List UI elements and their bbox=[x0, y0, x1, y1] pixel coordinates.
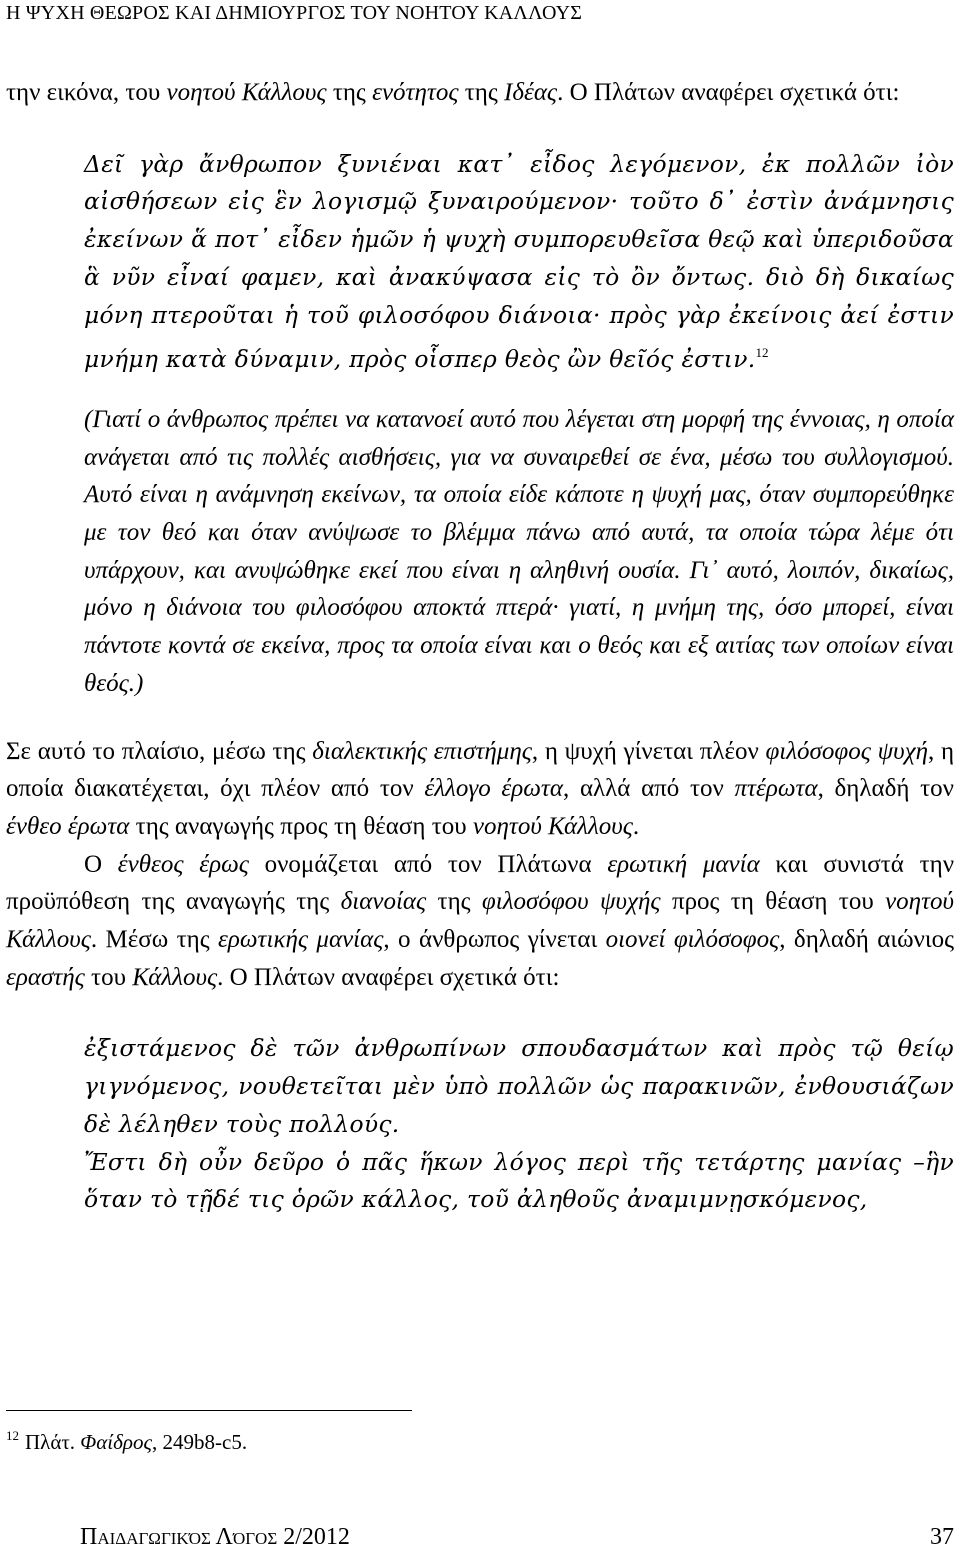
text-run: . Μέσω της bbox=[90, 926, 219, 954]
text-run: , η οποία διακατέχεται, όχι πλέον από τον bbox=[6, 737, 955, 803]
text-run: . Ο Πλάτων αναφέρει σχετικά ότι: bbox=[217, 963, 560, 991]
footnote-number: 12 bbox=[6, 1428, 19, 1443]
paragraph-erotic-mania bbox=[6, 846, 954, 997]
main-text bbox=[6, 74, 954, 1219]
emphasis: εραστής bbox=[6, 963, 85, 991]
footnote-reference[interactable]: 12 bbox=[755, 345, 769, 361]
text-run: , δηλαδή αιώνιος bbox=[779, 926, 954, 954]
greek-text: ἐξιστάμενος δὲ τῶν ἀνθρωπίνων σπουδασμάτων καὶ πρὸς τῷ θείῳ γιγνόμενος, νουθετεῖται μὲν ὑπὸ πολλῶν ὡς παρακινῶν, ἐνθουσιάζων δὲ λέληθεν τοὺς πολλούς. bbox=[84, 1034, 954, 1138]
emphasis: ένθεο έρωτα bbox=[6, 812, 130, 840]
emphasis: νοητού Κάλλους bbox=[6, 888, 954, 954]
text-run: , 249b8-c5. bbox=[152, 1430, 248, 1454]
greek-quote-line-a bbox=[84, 1030, 954, 1143]
text-run: , δηλαδή τον bbox=[817, 775, 954, 803]
text-run: , ο άνθρωπος γίνεται bbox=[383, 926, 606, 954]
emphasis: πτέρωτα bbox=[734, 775, 818, 803]
footnote-12 bbox=[6, 1428, 247, 1455]
emphasis: έλλογο έρωτα bbox=[424, 775, 563, 803]
greek-quote-line-b bbox=[84, 1144, 954, 1219]
text-run: Πλάτ. bbox=[25, 1430, 81, 1454]
block-quote-phaedrus-1 bbox=[6, 146, 954, 703]
footnote-divider bbox=[6, 1410, 412, 1411]
running-header: Η ΨΥΧΗ ΘΕΩΡΟΣ ΚΑΙ ΔΗΜΙΟΥΡΓΟΣ ΤΟΥ ΝΟΗΤΟΥ ΚΑΛΛΟΥΣ bbox=[6, 2, 583, 24]
block-quote-phaedrus-2 bbox=[6, 1030, 954, 1219]
emphasis: Ιδέας bbox=[504, 79, 558, 106]
text-run: ονομάζεται από τον Πλάτωνα bbox=[248, 850, 608, 878]
greek-text: Δεῖ γὰρ ἄνθρωπον ξυνιέναι κατ᾽ εἶδος λεγόμενον, ἐκ πολλῶν ἰὸν αἰσθήσεων εἰς ἓν λογισμῷ ξυναιρούμενον· τοῦτο δ᾽ ἐστὶν ἀνάμνησις ἐκείνων ἅ ποτ᾽ εἶδεν ἡμῶν ἡ ψυχὴ συμπορευθεῖσα θεῷ καὶ ὑπεριδοῦσα ἃ νῦν εἶναί φαμεν, καὶ ἀνακύψασα εἰς τὸ ὂν ὄντως. διὸ δὴ δικαίως μόνη πτεροῦται ἡ τοῦ φιλοσόφου διάνοια· πρὸς γὰρ ἐκείνοις ἀεί ἐστιν μνήμη κατὰ δύναμιν, πρὸς οἷσπερ θεὸς ὢν θεῖός ἐστιν. bbox=[84, 149, 954, 374]
intro-paragraph bbox=[6, 74, 954, 112]
emphasis: οιονεί φιλόσοφος bbox=[605, 926, 780, 954]
emphasis: διαλεκτικής επιστήμης bbox=[312, 737, 532, 765]
text-run: του bbox=[84, 963, 133, 991]
emphasis: νοητού Κάλλους bbox=[472, 812, 633, 840]
text-run: της bbox=[326, 79, 373, 106]
emphasis: διανοίας bbox=[340, 888, 427, 916]
emphasis: Φαίδρος bbox=[80, 1430, 153, 1454]
text-run: , η ψυχή γίνεται πλέον bbox=[531, 737, 766, 765]
emphasis: φιλοσόφου ψυχής bbox=[481, 888, 661, 916]
emphasis: ερωτική μανία bbox=[607, 850, 760, 878]
greek-quote bbox=[84, 146, 954, 379]
text-run: . Ο Πλάτων αναφέρει σχετικά ότι: bbox=[557, 79, 900, 106]
page-number: 37 bbox=[930, 1524, 954, 1550]
emphasis: νοητού Κάλλους bbox=[166, 79, 327, 106]
paragraph-dialectic bbox=[6, 733, 954, 846]
emphasis: ερωτικής μανίας bbox=[218, 926, 384, 954]
emphasis: ενότητος bbox=[372, 79, 459, 106]
text-run: , αλλά από τον bbox=[563, 775, 735, 803]
text-run: της αναγωγής προς τη θέαση του bbox=[129, 812, 473, 840]
text-run: Ο bbox=[84, 850, 118, 878]
text-run: της bbox=[458, 79, 505, 106]
text-run: Σε αυτό το πλαίσιο, μέσω της bbox=[6, 737, 313, 765]
journal-footer: Παιδαγωγικός Λόγος 2/2012 bbox=[80, 1524, 350, 1550]
emphasis: Κάλλους bbox=[132, 963, 218, 991]
text-run: προς τη θέαση του bbox=[660, 888, 886, 916]
quote-translation: (Γιατί ο άνθρωπος πρέπει να κατανοεί αυτό που λέγεται στη μορφή της έννοιας, η οποία ανάγεται από τις πολλές αισθήσεις, για να συναιρεθεί σε ένα, μέσω του συλλογισμού. Αυτό είναι η ανάμνηση εκείνων, τα οποία είδε κάποτε η ψυχή μας, όταν συμπορεύθηκε με τον θεό και όταν ανύψωσε το βλέμμα πάνω από αυτά, τα οποία τώρα λέμε ότι υπάρχουν, και ανυψώθηκε εκεί που είναι η αληθινή ουσία. Γι᾽ αυτό, λοιπόν, δικαίως, μόνο η διάνοια του φιλοσόφου αποκτά πτερά· γιατί, η μνήμη της, όσο μπορεί, είναι πάντοτε κοντά σε εκείνα, προς τα οποία είναι και ο θεός και εξ αιτίας των οποίων είναι θεός.) bbox=[84, 405, 954, 697]
greek-text: Ἔστι δὴ οὖν δεῦρο ὁ πᾶς ἥκων λόγος περὶ τῆς τετάρτης μανίας –ἣν ὅταν τὸ τῇδέ τις ὁρῶν κάλλος, τοῦ ἀληθοῦς ἀναμιμνῃσκόμενος, bbox=[84, 1147, 954, 1214]
text-run: της bbox=[426, 888, 482, 916]
text-run: την εικόνα, του bbox=[6, 79, 167, 106]
emphasis: φιλόσοφος ψυχή bbox=[765, 737, 928, 765]
emphasis: ένθεος έρως bbox=[117, 850, 249, 878]
text-run: . bbox=[632, 812, 640, 840]
text-run: και συνιστά την προϋπόθεση της αναγωγής της bbox=[6, 850, 955, 916]
